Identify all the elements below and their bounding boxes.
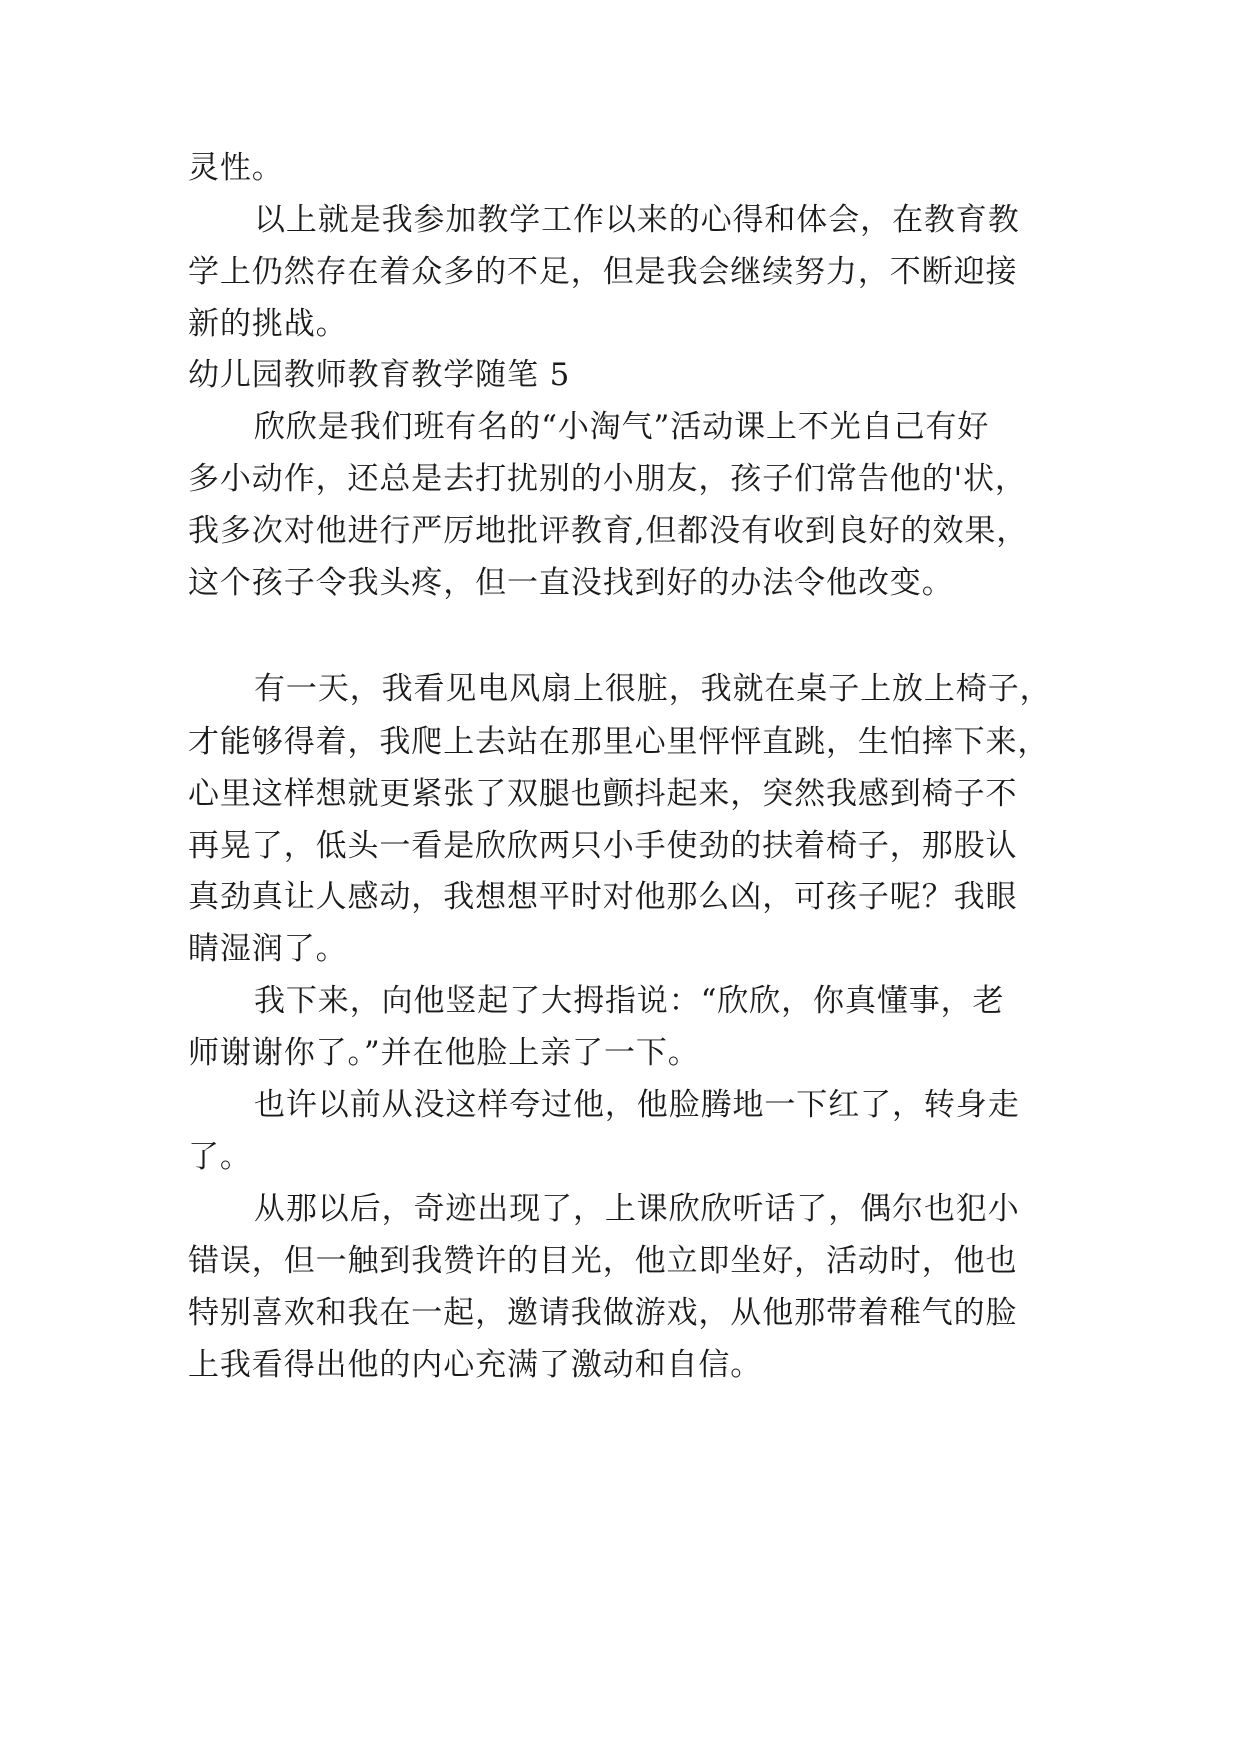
text-line: 师谢谢你了。”并在他脸上亲了一下。 bbox=[188, 1035, 700, 1071]
paragraph-first-line: 也许以前从没这样夸过他，他脸腾地一下红了，转身走 bbox=[254, 1087, 1020, 1123]
text-line: 灵性。 bbox=[188, 150, 284, 186]
text-line: 我多次对他进行严厉地批评教育,但都没有收到良好的效果， bbox=[188, 513, 1029, 549]
text-line: 学上仍然存在着众多的不足，但是我会继续努力，不断迎接 bbox=[188, 254, 1018, 290]
paragraph-first-line: 有一天，我看见电风扇上很脏，我就在桌子上放上椅子， bbox=[254, 671, 1052, 707]
text-line: 特别喜欢和我在一起，邀请我做游戏，从他那带着稚气的脸 bbox=[188, 1295, 1018, 1331]
text-line: 心里这样想就更紧张了双腿也颤抖起来，突然我感到椅子不 bbox=[188, 776, 1018, 812]
paragraph-first-line: 从那以后，奇迹出现了，上课欣欣听话了，偶尔也犯小 bbox=[254, 1191, 1020, 1227]
text-line: 了。 bbox=[188, 1139, 252, 1175]
paragraph-first-line: 以上就是我参加教学工作以来的心得和体会，在教育教 bbox=[254, 202, 1020, 238]
paragraph-first-line: 我下来，向他竖起了大拇指说：“欣欣，你真懂事，老 bbox=[254, 983, 1005, 1019]
text-line: 才能够得着，我爬上去站在那里心里怦怦直跳，生怕摔下来， bbox=[188, 724, 1050, 760]
text-line: 再晃了，低头一看是欣欣两只小手使劲的扶着椅子，那股认 bbox=[188, 828, 1018, 864]
text-line: 错误，但一触到我赞许的目光，他立即坐好，活动时，他也 bbox=[188, 1243, 1018, 1279]
text-line: 新的挑战。 bbox=[188, 306, 348, 342]
section-heading: 幼儿园教师教育教学随笔 5 bbox=[188, 357, 571, 393]
text-line: 多小动作，还总是去打扰别的小朋友，孩子们常告他的'状， bbox=[188, 461, 1027, 497]
text-line: 这个孩子令我头疼，但一直没找到好的办法令他改变。 bbox=[188, 565, 954, 601]
text-line: 上我看得出他的内心充满了激动和自信。 bbox=[188, 1347, 763, 1383]
paragraph-first-line: 欣欣是我们班有名的“小淘气”活动课上不光自己有好 bbox=[254, 409, 990, 445]
text-line: 真劲真让人感动，我想想平时对他那么凶，可孩子呢？我眼 bbox=[188, 879, 1018, 915]
text-line: 睛湿润了。 bbox=[188, 931, 348, 967]
